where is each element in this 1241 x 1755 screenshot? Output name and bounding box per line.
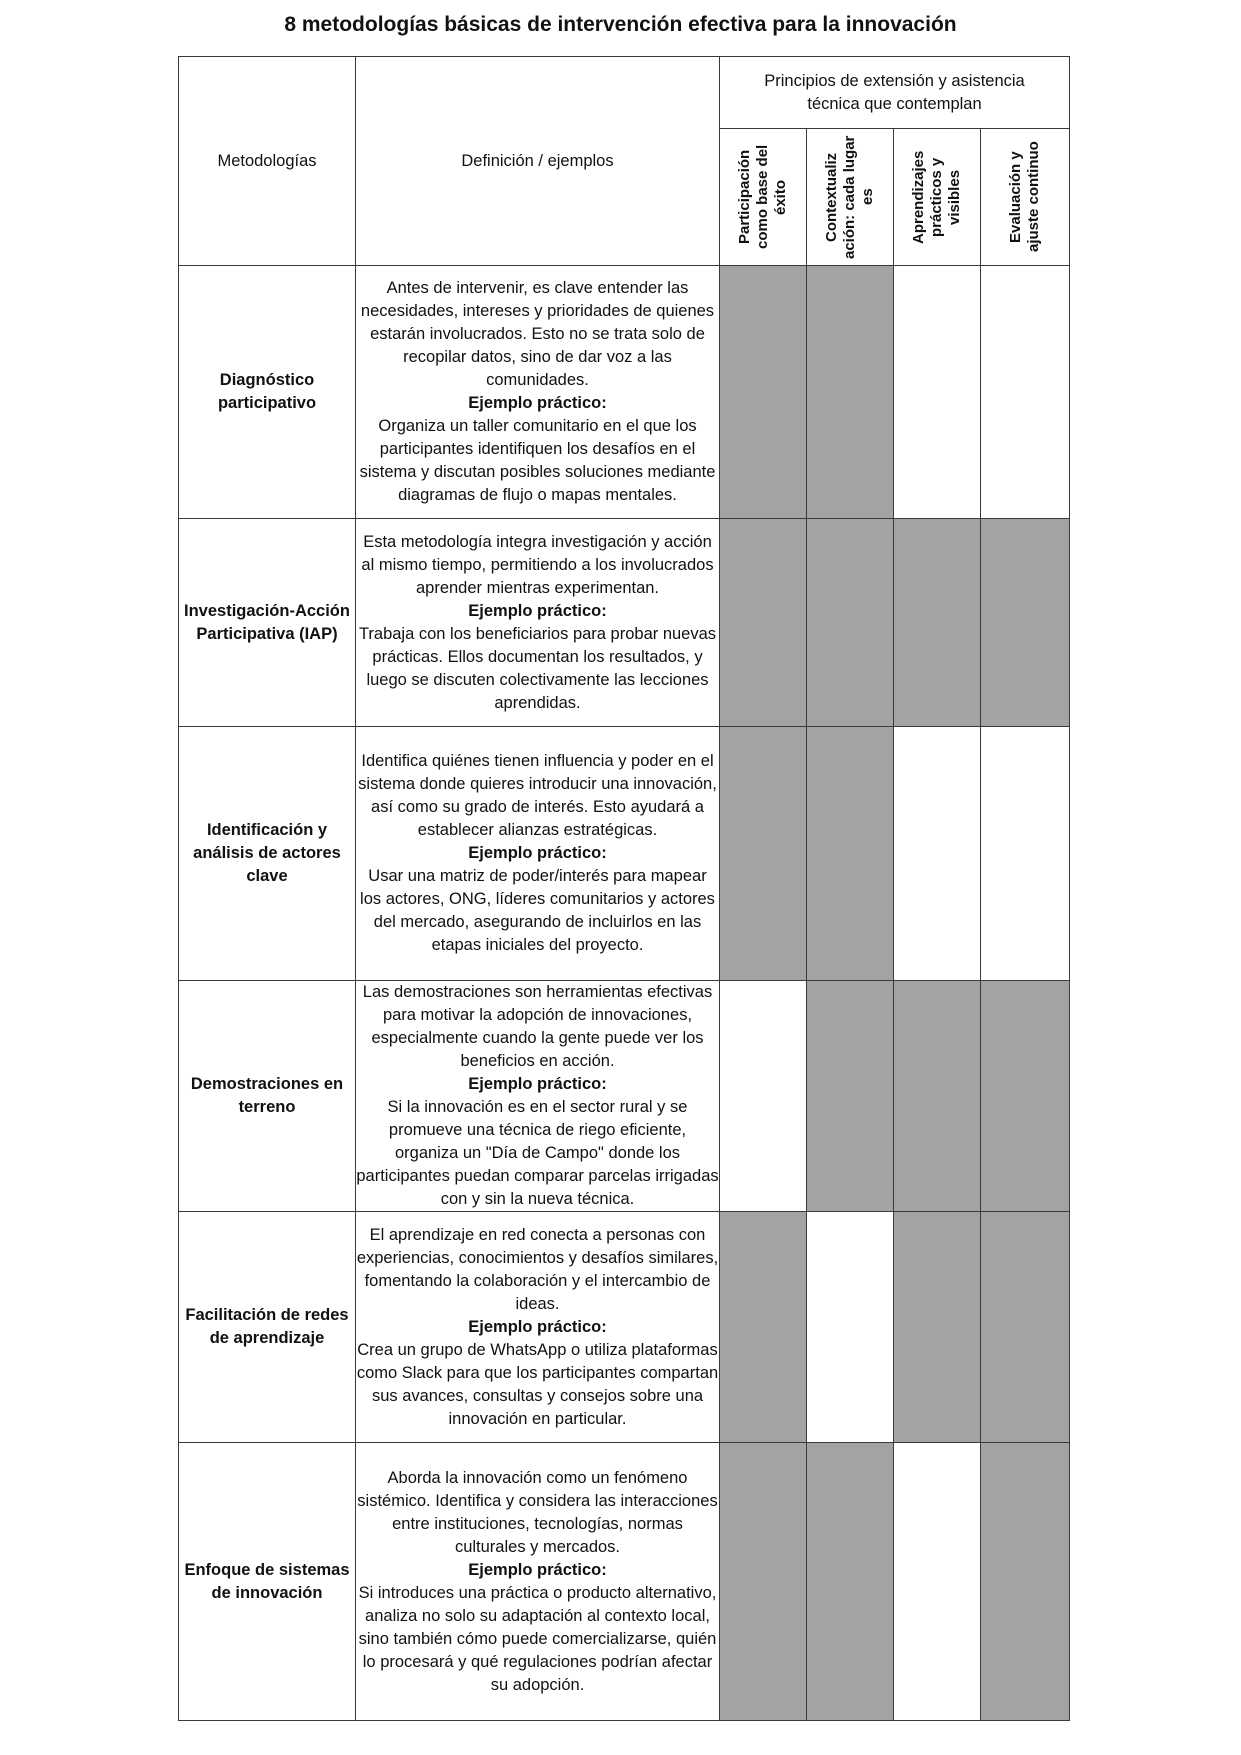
principle-cell <box>807 727 894 981</box>
methodology-definition <box>356 981 720 1212</box>
principle-cell <box>981 981 1070 1212</box>
header-principle-evaluation <box>981 129 1070 266</box>
principle-cell <box>981 519 1070 727</box>
definition-text: El aprendizaje en red conecta a personas con experiencias, conocimientos y desafíos similares, fomentando la colaboración y el intercambio de ideas. <box>356 1225 719 1313</box>
principle-cell <box>720 1443 807 1721</box>
example-label: Ejemplo práctico: <box>468 1075 607 1093</box>
example-label: Ejemplo práctico: <box>468 1560 607 1579</box>
example-label: Ejemplo práctico: <box>468 844 607 862</box>
principle-cell <box>720 727 807 981</box>
principle-cell <box>807 1212 894 1443</box>
page-title: 8 metodologías básicas de intervención efectiva para la innovación <box>284 13 957 36</box>
principle-cell <box>807 519 894 727</box>
header-principle-label: Aprendizajes prácticos y visibles <box>910 150 963 244</box>
principle-cell <box>720 981 807 1212</box>
header-definition: Definición / ejemplos <box>356 57 720 266</box>
principle-cell <box>807 981 894 1212</box>
header-principle-label: Evaluación y ajuste continuo <box>1007 141 1043 253</box>
definition-text: Antes de intervenir, es clave entender las necesidades, intereses y prioridades de quienes estarán involucrados. Esto no se trata solo de recopilar datos, sino de dar voz a las comunidades. <box>360 279 715 389</box>
header-principle-participation <box>720 129 807 266</box>
methodology-name: Enfoque de sistemas de innovación <box>179 1443 356 1721</box>
methodology-name: Diagnóstico participativo <box>179 266 356 519</box>
principle-cell <box>981 727 1070 981</box>
principle-cell <box>720 266 807 519</box>
methodology-name: Facilitación de redes de aprendizaje <box>179 1212 356 1443</box>
example-text: Si la innovación es en el sector rural y se promueve una técnica de riego eficiente, organiza un "Día de Campo" donde los participantes puedan comparar parcelas irrigadas con y sin la nueva técnica. <box>356 1098 719 1208</box>
table-row <box>179 519 1070 727</box>
example-text: Usar una matriz de poder/interés para mapear los actores, ONG, líderes comunitarios y actores del mercado, asegurando de incluirlos en las etapas iniciales del proyecto. <box>360 867 715 954</box>
principle-cell <box>720 1212 807 1443</box>
definition-text: Identifica quiénes tienen influencia y poder en el sistema donde quieres introducir una innovación, así como su grado de interés. Esto ayudará a establecer alianzas estratégicas. <box>358 752 717 839</box>
example-text: Si introduces una práctica o producto alternativo, analiza no solo su adaptación al contexto local, sino también cómo puede comercializarse, quién lo procesará y qué regulaciones podrían afectar su adopción. <box>358 1583 717 1694</box>
principle-cell <box>981 266 1070 519</box>
table-row <box>179 981 1070 1212</box>
methodology-definition <box>356 266 720 519</box>
header-principle-practical <box>894 129 981 266</box>
principle-cell <box>894 519 981 727</box>
principle-cell <box>894 981 981 1212</box>
methodology-definition <box>356 1443 720 1721</box>
principle-cell <box>894 266 981 519</box>
table-row <box>179 266 1070 519</box>
principle-cell <box>981 1212 1070 1443</box>
methodology-name: Investigación-Acción Participativa (IAP) <box>179 519 356 727</box>
principle-cell <box>894 1443 981 1721</box>
example-text: Crea un grupo de WhatsApp o utiliza plataformas como Slack para que los participantes compartan sus avances, consultas y consejos sobre una innovación en particular. <box>356 1340 719 1428</box>
principle-cell <box>894 727 981 981</box>
example-text: Trabaja con los beneficiarios para probar nuevas prácticas. Ellos documentan los resultados, y luego se discuten colectivamente las lecciones aprendidas. <box>358 624 717 712</box>
principle-cell <box>720 519 807 727</box>
principle-cell <box>807 266 894 519</box>
example-text: Organiza un taller comunitario en el que los participantes identifiquen los desafíos en el sistema y discutan posibles soluciones mediante diagramas de flujo o mapas mentales. <box>359 417 716 504</box>
header-principles-group: Principios de extensión y asistencia técnica que contemplan <box>720 57 1070 129</box>
methodologies-table <box>178 56 1070 1721</box>
principle-cell <box>981 1443 1070 1721</box>
example-label: Ejemplo práctico: <box>468 394 607 412</box>
methodology-definition <box>356 519 720 727</box>
header-methodologies: Metodologías <box>179 57 356 266</box>
header-principle-context <box>807 129 894 266</box>
principle-cell <box>894 1212 981 1443</box>
principle-cell <box>807 1443 894 1721</box>
methodology-definition <box>356 727 720 981</box>
example-label: Ejemplo práctico: <box>468 1317 607 1336</box>
methodology-definition <box>356 1212 720 1443</box>
methodology-name: Identificación y análisis de actores clave <box>179 727 356 981</box>
table-row <box>179 1443 1070 1721</box>
table-row <box>179 1212 1070 1443</box>
definition-text: Las demostraciones son herramientas efectivas para motivar la adopción de innovaciones, especialmente cuando la gente puede ver los beneficios en acción. <box>362 983 713 1070</box>
header-principle-label: Participación como base del éxito <box>736 144 789 250</box>
methodology-name: Demostraciones en terreno <box>179 981 356 1212</box>
definition-text: Esta metodología integra investigación y acción al mismo tiempo, permitiendo a los involucrados aprender mientras experimentan. <box>361 532 714 597</box>
table-row <box>179 727 1070 981</box>
example-label: Ejemplo práctico: <box>468 601 607 620</box>
header-principle-label: Contextualiz ación: cada lugar es <box>823 135 876 259</box>
definition-text: Aborda la innovación como un fenómeno sistémico. Identifica y considera las interacciones entre instituciones, tecnologías, normas culturales y mercados. <box>357 1468 718 1556</box>
